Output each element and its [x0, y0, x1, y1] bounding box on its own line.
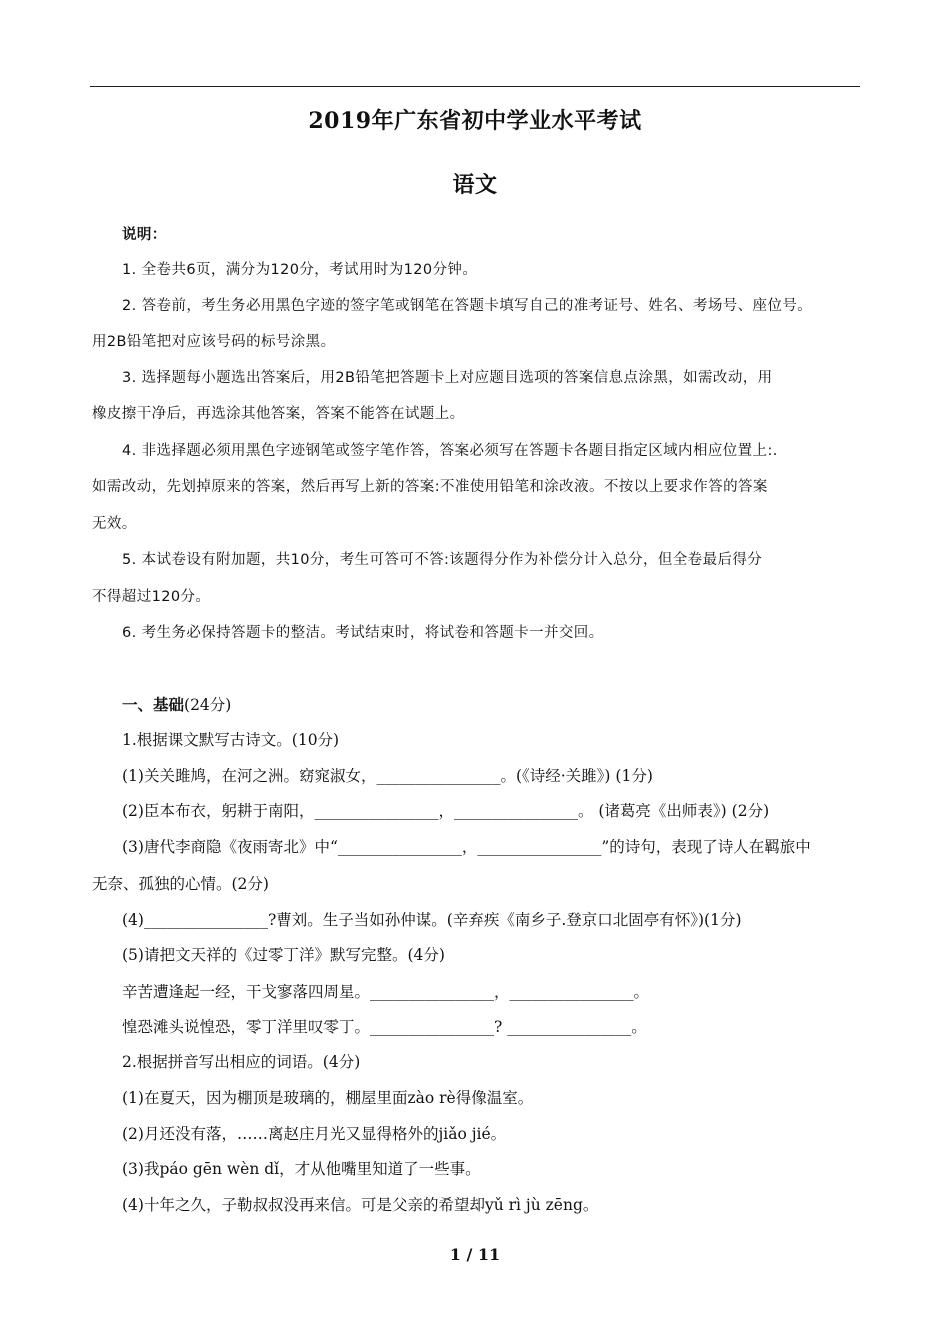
section-score: (24分): [184, 696, 232, 714]
question-line: (5)请把文天祥的《过零丁洋》默写完整。(4分): [122, 946, 445, 964]
question-line: (4)________________?曹刘。生子当如孙仲谋。(辛弃疾《南乡子.登京口北固亭有怀》)(1分): [122, 911, 742, 929]
instruction-line: 6. 考生务必保持答题卡的整洁。考试结束时，将试卷和答题卡一并交回。: [122, 625, 604, 641]
section-heading: [122, 695, 231, 715]
question-line: (2)月还没有落，……离赵庄月光又显得格外的jiǎo jié。: [122, 1125, 507, 1143]
question-line: 2.根据拼音写出相应的词语。(4分): [122, 1053, 361, 1071]
instructions-heading: 说明：: [122, 227, 167, 243]
question-line: 惶恐滩头说惶恐，零丁洋里叹零丁。________________? ________________。: [122, 1018, 647, 1036]
instruction-line: 3. 选择题每小题选出答案后，用2B铅笔把答题卡上对应题目选项的答案信息点涂黑，如需改动，用: [122, 370, 773, 386]
instruction-line: 4. 非选择题必须用黑色字迹钢笔或签字笔作答，答案必须写在答题卡各题目指定区域内相应位置上:.: [122, 443, 778, 459]
section-title: 一、基础: [122, 696, 185, 714]
question-line: (2)臣本布衣，躬耕于南阳，________________，________________。 (诸葛亮《出师表》) (2分): [122, 802, 770, 820]
instruction-line: 5. 本试卷设有附加题，共10分，考生可答可不答:该题得分作为补偿分计入总分，但全卷最后得分: [122, 552, 763, 568]
instruction-line: 无效。: [92, 516, 137, 532]
question-line: 1.根据课文默写古诗文。(10分): [122, 731, 340, 749]
instruction-line: 1. 全卷共6页，满分为120分，考试用时为120分钟。: [122, 262, 478, 278]
instruction-line: 如需改动，先划掉原来的答案，然后再写上新的答案:不准使用铅笔和涂改液。不按以上要求作答的答案: [92, 479, 768, 495]
question-line: (1)关关雎鸠，在河之洲。窈窕淑女，________________。(《诗经·关雎》) (1分): [122, 767, 653, 785]
exam-title: 2019年广东省初中学业水平考试: [308, 108, 642, 134]
page-number: 1 / 11: [449, 1245, 501, 1264]
question-line: (4)十年之久，子勒叔叔没再来信。可是父亲的希望却yǔ rì jù zēng。: [122, 1196, 599, 1214]
instruction-line: 橡皮擦干净后，再选涂其他答案，答案不能答在试题上。: [92, 406, 465, 422]
subject-title: 语文: [452, 172, 498, 198]
question-line: (3)我páo gēn wèn dǐ，才从他嘴里知道了一些事。: [122, 1160, 481, 1178]
question-line: (3)唐代李商隐《夜雨寄北》中“________________，________________”的诗句，表现了诗人在羁旅中: [122, 838, 811, 856]
instruction-line: 2. 答卷前，考生务必用黑色字迹的签字笔或钢笔在答题卡填写自己的准考证号、姓名、考场号、座位号。: [122, 298, 813, 314]
question-line: (1)在夏天，因为棚顶是玻璃的，棚屋里面zào rè得像温室。: [122, 1089, 534, 1107]
instruction-line: 用2B铅笔把对应该号码的标号涂黑。: [92, 334, 336, 350]
question-line: 辛苦遭逢起一经，干戈寥落四周星。________________，________________。: [122, 983, 650, 1001]
instruction-line: 不得超过120分。: [92, 589, 211, 605]
question-line: 无奈、孤独的心情。(2分): [92, 875, 269, 893]
header-rule: [90, 86, 860, 87]
